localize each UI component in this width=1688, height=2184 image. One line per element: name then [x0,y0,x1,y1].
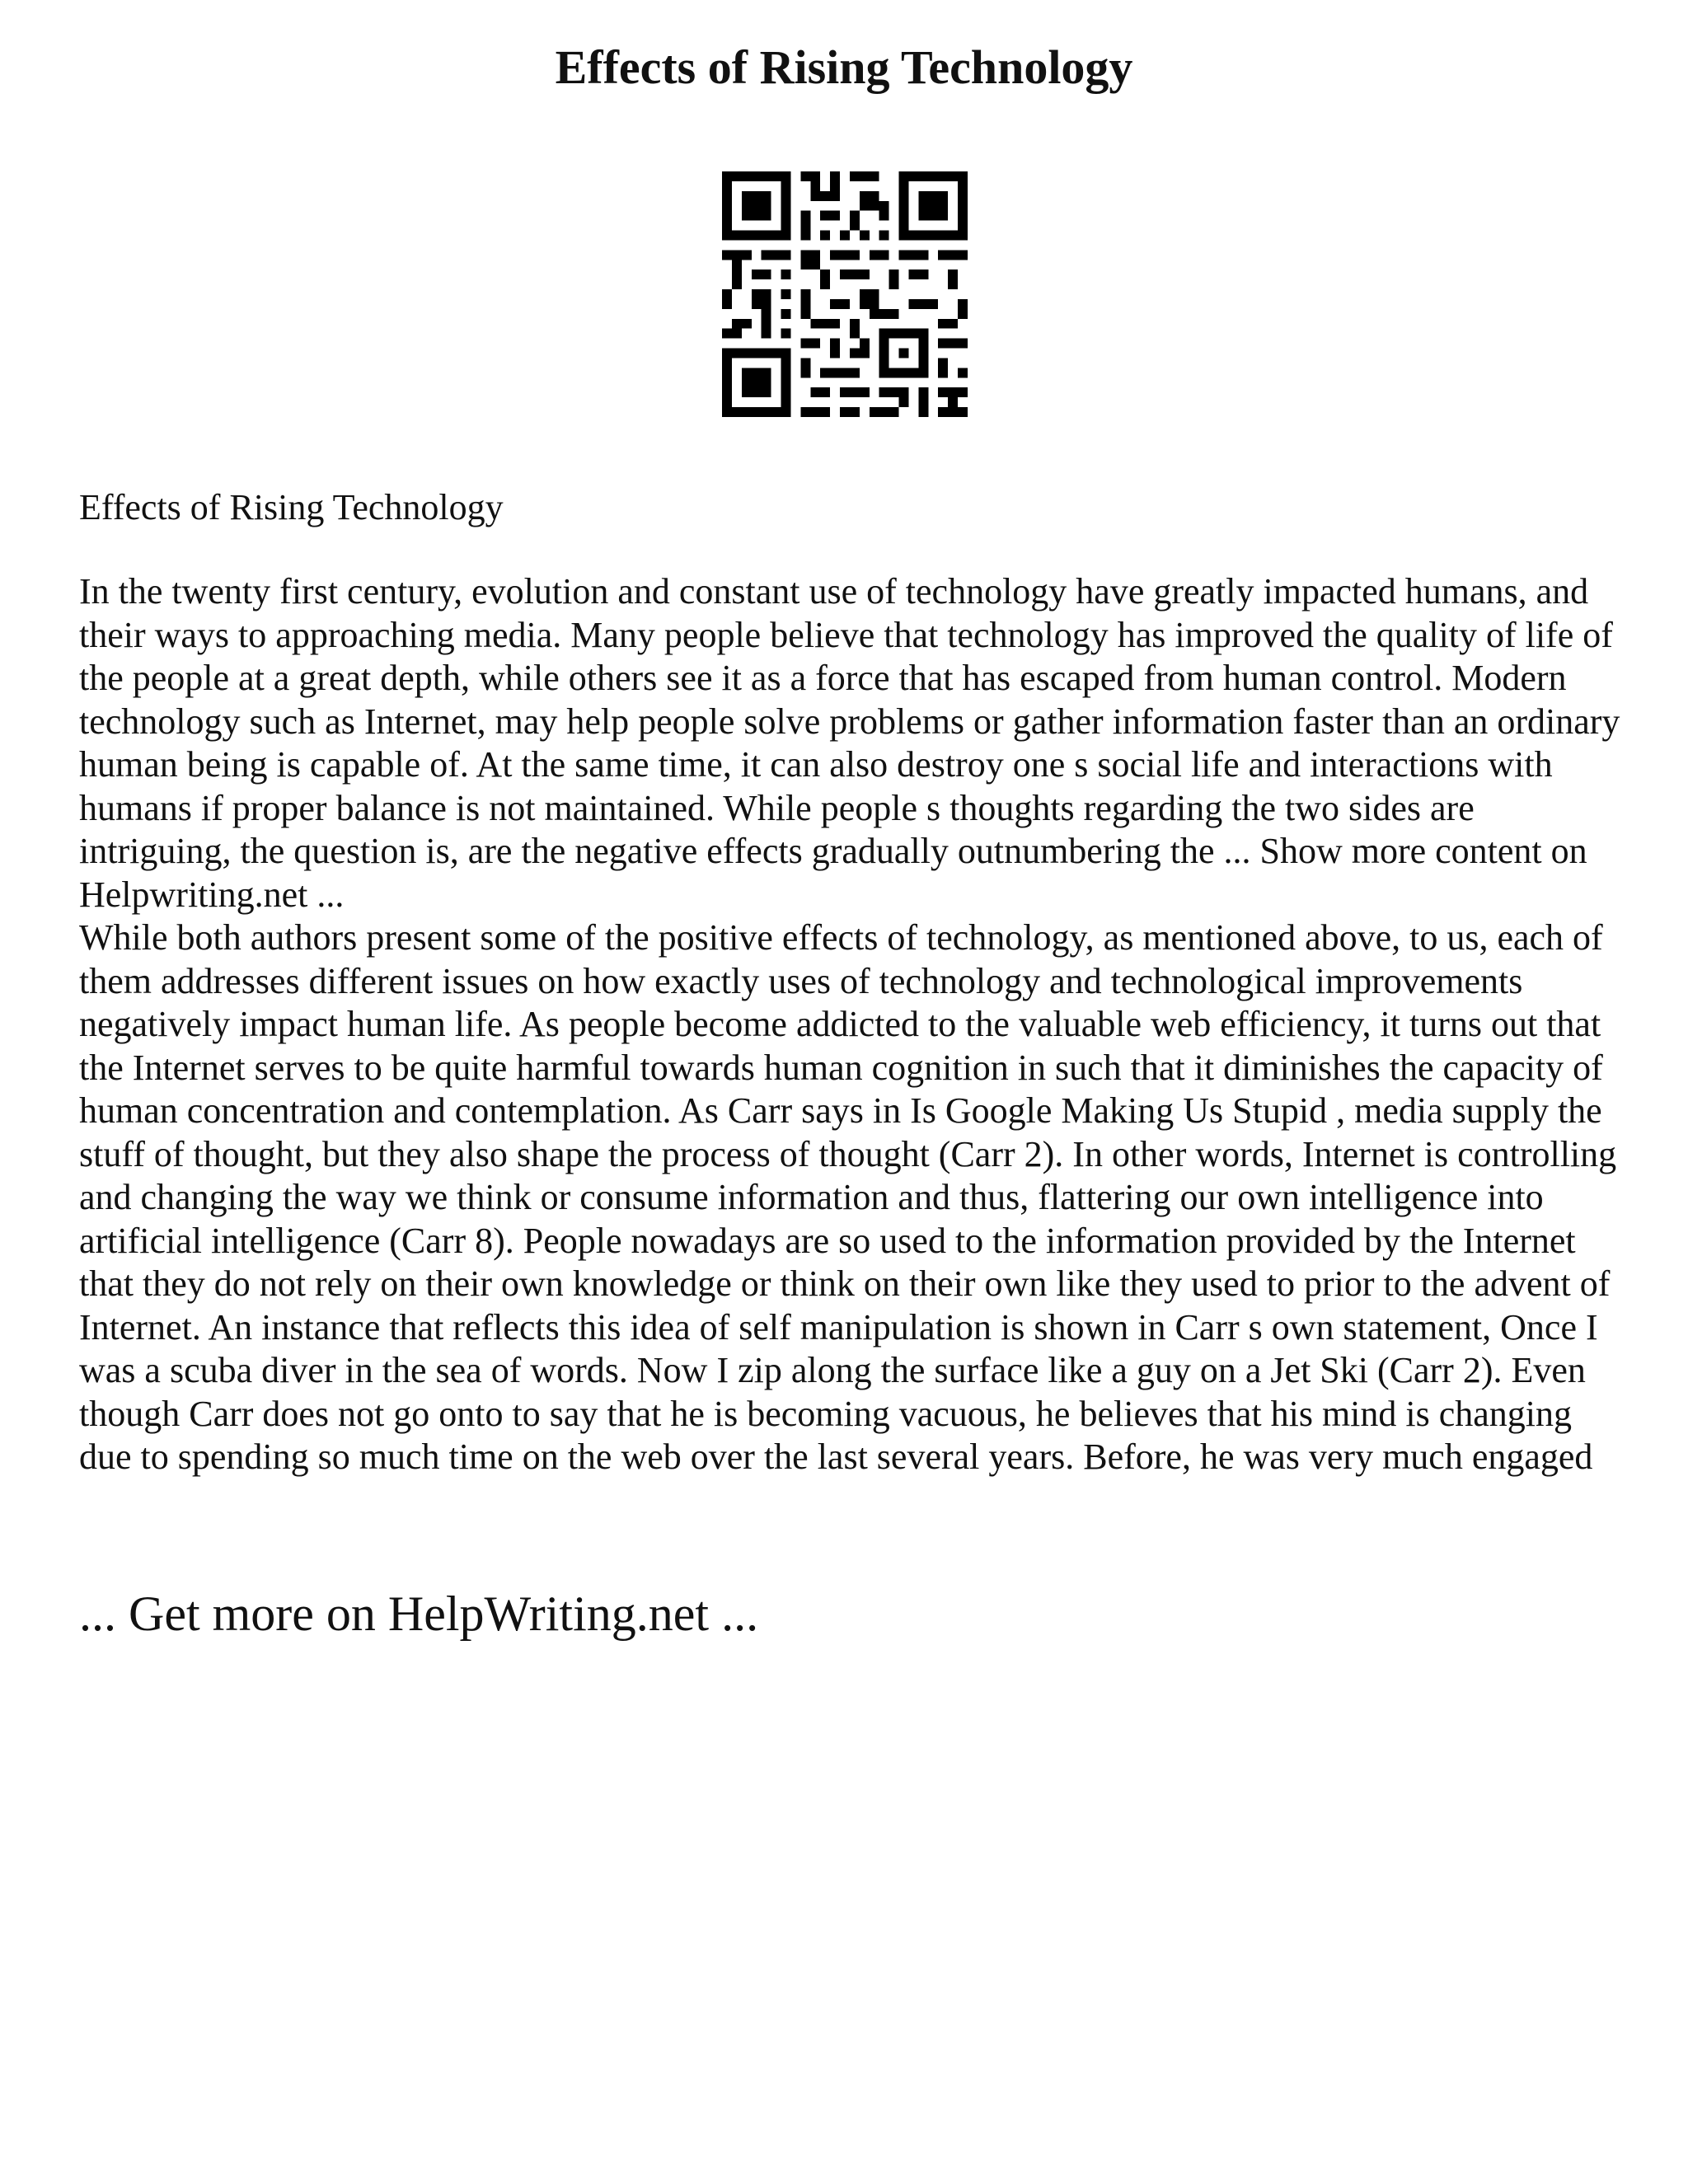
get-more-link[interactable]: ... Get more on HelpWriting.net ... [79,1586,759,1641]
article-subheading: Effects of Rising Technology [79,487,504,527]
article-body [79,570,1620,1479]
qr-code-icon [722,171,968,417]
page-title: Effects of Rising Technology [555,40,1133,94]
article-paragraph: In the twenty first century, evolution and constant use of technology have greatly impacted humans, and their ways to approaching media. Many people believe that technology has improved the quality of life of the people at a great depth, while others see it as a force that has escaped from human control. Modern technology such as Internet, may help people solve problems or gather information faster than an ordinary human being is capable of. At the same time, it can also destroy one s social life and interactions with humans if proper balance is not maintained. While people s thoughts regarding the two sides are intriguing, the question is, are the negative effects gradually outnumbering the ... Show more content on Helpwriting.net ... [79,571,1620,915]
article-paragraph: While both authors present some of the positive effects of technology, as mentioned above, to us, each of them addresses different issues on how exactly uses of technology and technological improvements negatively impact human life. As people become addicted to the valuable web efficiency, it turns out that the Internet serves to be quite harmful towards human cognition in such that it diminishes the capacity of human concentration and contemplation. As Carr says in Is Google Making Us Stupid , media supply the stuff of thought, but they also shape the process of thought (Carr 2). In other words, Internet is controlling and changing the way we think or consume information and thus, flattering our own intelligence into artificial intelligence (Carr 8). People nowadays are so used to the information provided by the Internet that they do not rely on their own knowledge or think on their own like they used to prior to the advent of Internet. An instance that reflects this idea of self manipulation is shown in Carr s own statement, Once I was a scuba diver in the sea of words. Now I zip along the surface like a guy on a Jet Ski (Carr 2). Even though Carr does not go onto to say that he is becoming vacuous, he believes that his mind is changing due to spending so much time on the web over the last several years. Before, he was very much engaged [79,917,1617,1477]
